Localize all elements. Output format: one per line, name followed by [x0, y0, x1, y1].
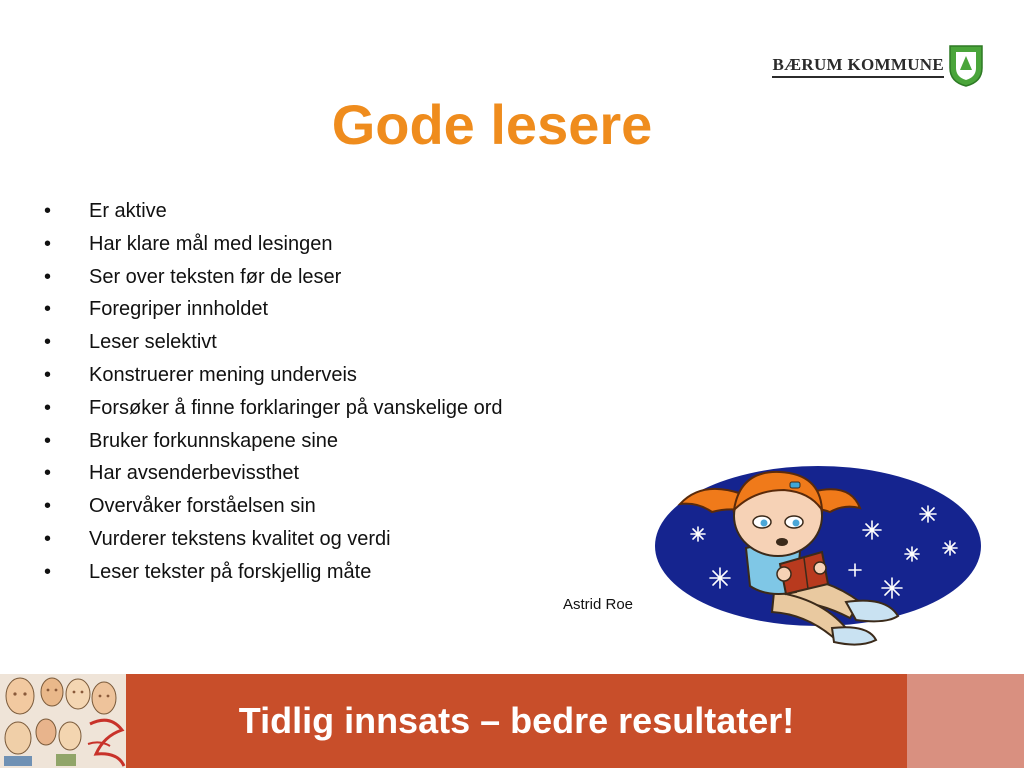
bullet-marker: • [44, 265, 52, 288]
bullet-marker: • [44, 200, 52, 222]
list-item-text: Forsøker å finne forklaringer på vanskelige ord [89, 396, 503, 419]
list-item-text: Leser tekster på forskjellig måte [89, 560, 372, 583]
list-item [44, 392, 503, 425]
footer-slogan: Tidlig innsats – bedre resultater! [238, 700, 795, 741]
bullet-marker: • [44, 298, 52, 321]
list-item-text: Vurderer tekstens kvalitet og verdi [89, 527, 391, 550]
list-item-text: Er aktive [89, 200, 167, 222]
author-credit: Astrid Roe [563, 596, 634, 613]
bullet-marker: • [44, 429, 52, 452]
bullet-marker: • [44, 331, 52, 354]
list-item-text: Har klare mål med lesingen [89, 232, 333, 255]
list-item [44, 490, 503, 523]
shield-icon [948, 44, 984, 88]
list-item [44, 425, 503, 458]
footer-accent-block [907, 674, 1024, 768]
girl-reading-book-illustration [650, 452, 990, 652]
page-title: Gode lesere [331, 93, 653, 156]
bullet-marker: • [44, 560, 52, 583]
list-item [44, 293, 503, 326]
list-item [44, 195, 503, 228]
list-item [44, 326, 503, 359]
footer [0, 674, 1024, 768]
list-item [44, 556, 503, 589]
list-item-text: Konstruerer mening underveis [89, 363, 357, 386]
list-item [44, 261, 503, 294]
list-item-text: Har avsenderbevissthet [89, 462, 300, 485]
bullet-marker: • [44, 232, 52, 255]
bullet-marker: • [44, 462, 52, 485]
list-item [44, 457, 503, 490]
bullet-marker: • [44, 363, 52, 386]
bullet-marker: • [44, 527, 52, 550]
list-item-text: Foregriper innholdet [89, 298, 268, 321]
list-item-text: Bruker forkunnskapene sine [89, 429, 339, 452]
list-item-text: Overvåker forståelsen sin [89, 495, 316, 518]
list-item-text: Ser over teksten før de leser [89, 265, 342, 288]
children-drawings-collage [0, 674, 126, 768]
bullet-list [44, 195, 503, 589]
bullet-marker: • [44, 495, 52, 518]
kommune-logo [772, 44, 984, 88]
footer-band [126, 674, 907, 768]
logo-text: BÆRUM KOMMUNE [772, 55, 944, 78]
bullet-marker: • [44, 396, 52, 419]
list-item [44, 228, 503, 261]
list-item-text: Leser selektivt [89, 331, 217, 354]
list-item [44, 523, 503, 556]
list-item [44, 359, 503, 392]
